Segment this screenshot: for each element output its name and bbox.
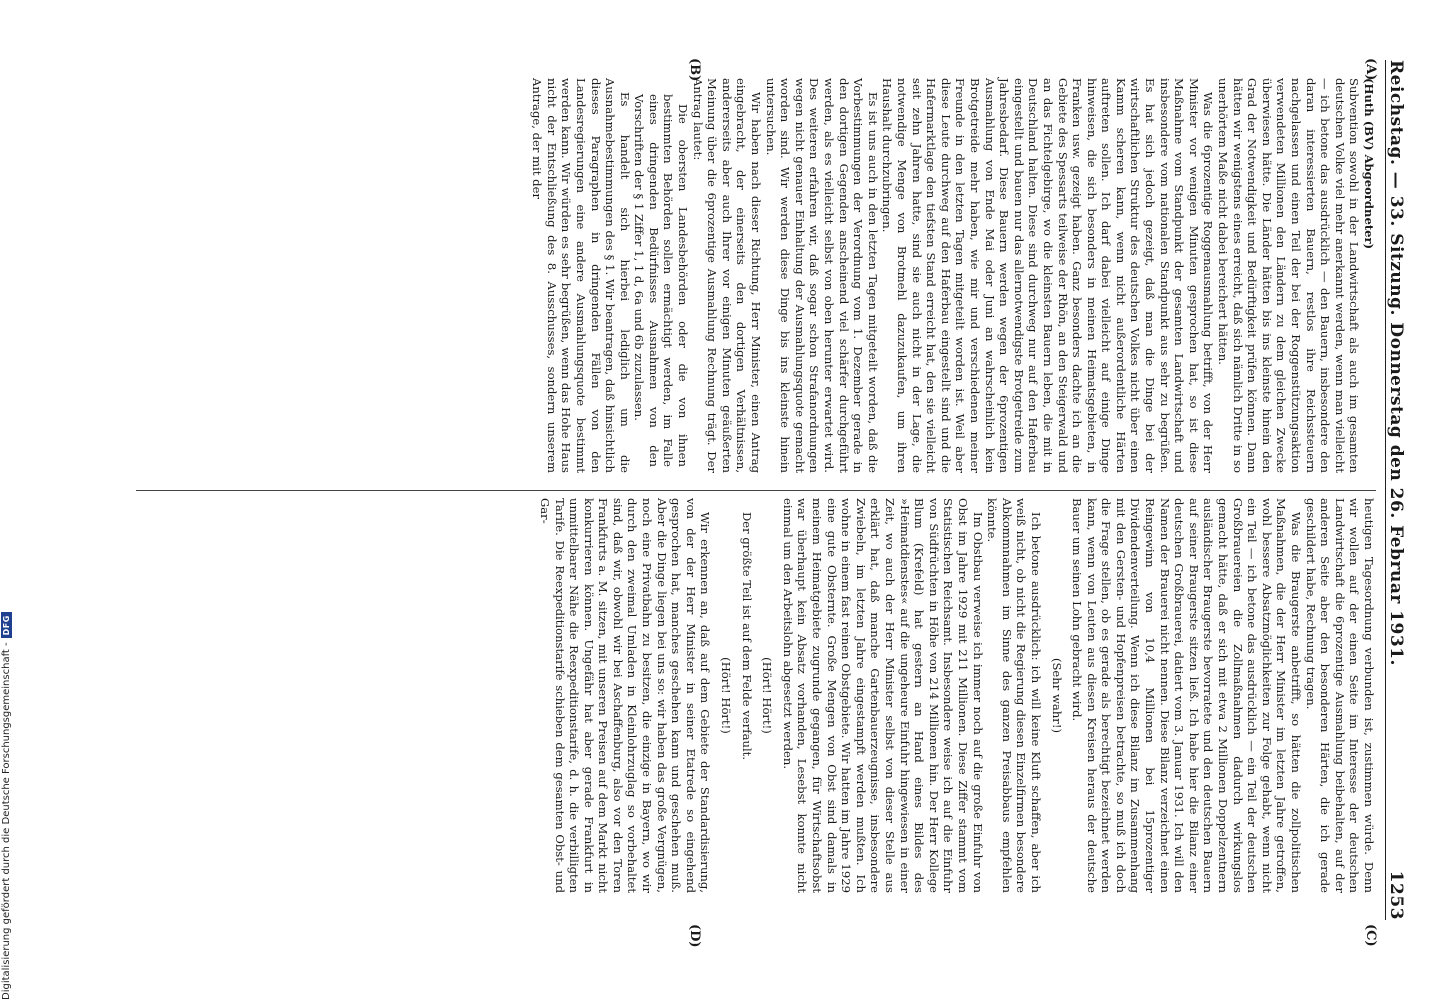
paragraph: Im Obstbau verweise ich immer noch auf die große Einfuhr von Obst im Jahre 1929 mit 211 Millionen. Diese Ziffer stammt vom Statistischen Reichsamt. Insbesondere weise ich auf die Einfuhr von Südfrüchten in Höhe von 214 Millionen hin. Der Herr Kollege Blum (Krefeld) hat gestern an Hand eines Bildes des »Heimatdienstes« auf die ungeheure Einfuhr hingewiesen in einer Zeit, wo auch der Herr Minister selbst von dieser Stelle aus erklärt hat, daß manche Gartenbauerzeugnisse, insbesondere Zwiebeln, im letzten Jahre eingestampft werden mußten. Ich wohne in einem fast reinen Obstgebiete. Wir hatten im Jahre 1929 eine gute Obsternte. Große Mengen von Obst sind damals in meinem Heimatgebiete zugrunde gegangen, für Wirtschaftsobst war überhaupt kein Absatz vorhanden, Lesebst konnte nicht einmal um den Arbeitslohn abgesetzt werden. xyxy=(780,498,985,893)
page-title: Reichstag. — 33. Sitzung. Donnerstag den 26. Februar 1931. xyxy=(1386,60,1406,666)
interjection: (Hört! Hört!) xyxy=(719,657,734,734)
paragraph: Der größte Teil ist auf dem Felde verfault. xyxy=(739,512,754,761)
dfg-logo: DFG xyxy=(1,612,12,638)
paragraph: Subvention sowohl in der Landwirtschaft als auch im gesamten deutschen Volke viel mehr anerkannt werden, wenn man vielleicht — ich betone das ausdrücklich — den Bauern, insbesondere den daran interessierten Bauern, restlos ihre Reichssteuern nachgelassen und einen Teil der bei der Roggenstützungsaktion verwendeten Millionen den Ländern zu dem gleichen Zwecke überwiesen hätte. Die Länder hätten bis ins kleinste hinein den Grad der Notwendigkeit und Bedürftigkeit prüfen können. Dann hätten wir wenigstens eines erreicht, daß sich nämlich Dritte in so unerhörtem Maße nicht dabei bereichert hätten. xyxy=(1216,78,1362,473)
right-column xyxy=(537,498,1376,893)
column-divider xyxy=(136,490,1376,491)
paragraph: Was die 6prozentige Roggenausmahlung betrifft, von der Herr Minister vor wenigen Minuten gesprochen hat, so ist diese Maßnahme vom Standpunkt der gesamten Landwirtschaft und insbesondere vom nationalen Standpunkt aus sehr zu begrüßen. Es hat sich jedoch gezeigt, daß man die Dinge bei der wirtschaftlichen Struktur des deutschen Volkes nicht über einen Kamm scheren kann, wenn nicht außerordentliche Härten auftreten sollen. Ich darf dabei vielleicht auf einige Dinge hinweisen, die sich besonders in meinen Heimatsgebieten, in Franken usw. gezeigt haben. Ganz besonders dachte ich an die Gebiete des Spessarts teilweise der Rhön, an den Steigerwald und an das Fichtelgebirge, wo die kleinsten Bauern leben, die mit in Deutschland halten. Diese sind durchweg nur auf den Haferbau eingestellt und bauen nur das allernotwendigste Brotgetreide zum Jahresbedarf. Diese Bauern werden wegen der 6prozentigen Ausmahlung von Ende Mai oder Juni an wahrscheinlich kein Brotgetreide mehr haben, wie mir und verschiedenen meiner Freunde in den letzten Tagen mitgeteilt worden ist. Weil aber diese Leute durchweg auf den Haferbau eingestellt sind und die Hafermarktlage den tiefsten Stand erreicht hat, den sie vielleicht seit zehn Jahren hatte, sind sie auch nicht in der Lage, die notwendige Menge von Brotmehl dazuzukaufen, um ihren Haushalt durchzubringen. xyxy=(880,78,1216,473)
left-column xyxy=(530,78,1376,473)
footer-credit xyxy=(0,555,13,1000)
paragraph: heutigen Tagesordnung verbunden ist, zustimmen würde. Denn wir wollen auf der einen Seite im Interesse der deutschen Landwirtschaft die 6prozentige Ausmahlung beibehalten, auf der anderen Seite aber den besonderen Härten, die ich gerade geschildert habe, Rechnung tragen. xyxy=(1303,498,1376,893)
page-number: 1253 xyxy=(1386,870,1406,920)
speaker-line: (Huth (BV) Abgeordneter) xyxy=(1362,78,1376,250)
margin-marker-c: (C) xyxy=(1363,924,1378,947)
paragraph: Es handelt sich hierbei lediglich um die Ausnahmebestimmungen des § 1. Wir beantragen, daß hinsichtlich dieses Paragraphen in dringenden Fällen von den Landesregierungen eine andere Ausmahlungsquote bestimmt werden kann. Wir würden es sehr begrüßen, wenn das Hohe Haus nicht der Entschließung des 8. Ausschusses, sondern unserem Antrage, der mit der xyxy=(530,78,632,473)
interjection: (Hört! Hört!) xyxy=(760,657,775,734)
paragraph: Es ist uns auch in den letzten Tagen mitgeteilt worden, daß die Vorbestimmungen der Verordnung vom 1. Dezember gerade in den dortigen Gegenden anscheinend viel schärfer durchgeführt werden, als es vielleicht selbst von oben herunter erwartet wird. Des weiteren erfahren wir, daß sogar schon Strafanordnungen wegen nicht genauer Einhaltung der Ausmahlungsquote gemacht worden sind. Wir werden diese Dinge bis ins kleinste hinein untersuchen. xyxy=(763,78,880,473)
margin-marker-b: (B) xyxy=(687,58,702,82)
page-header xyxy=(1385,60,1416,920)
margin-marker-a: (A) xyxy=(1363,58,1378,81)
paragraph: Wir erkennen an, daß auf dem Gebiete der Standardisierung, von der der Herr Minister in seiner Etatrede so eingehend gesprochen hat, manches geschehen kann und geschehen muß. Aber die Dinge liegen bei uns so: wir haben das große Vergnügen, noch eine Privatbahn zu besitzen, die einzige in Bayern, wo wir durch den zweimal Umladen in Kleinlohrzuglag so vorbehaltet sind, daß wir, obwohl wir bei Aschaffenburg, also vor den Toren Frankfurts a. M. sitzen, mit unseren Preisen auf dem Markt nicht konkurrieren können. Ungefähr hat aber gerade Frankfurt in unmittelbarer Nähe die Reexpeditionstarife, d. h. die verbilligten Tarife. Die Reexpeditionstarife schieben dem gesamten Obst- und Gar- xyxy=(537,498,713,893)
interjection: (Sehr wahr!) xyxy=(1049,657,1064,734)
footer-text: Digitalisierung gefördert durch die Deutsche Forschungsgemeinschaft - xyxy=(0,642,12,1000)
paragraph: Wir haben nach dieser Richtung, Herr Minister, einen Antrag eingebracht, der einerseits den dortigen Verhältnissen, andererseits aber auch Ihrer vor einigen Minuten geäußerten Meinung über die 6prozentige Ausmahlung Rechnung trägt. Der Antrag lautet: xyxy=(690,78,764,473)
margin-marker-d: (D) xyxy=(687,924,702,948)
paragraph: Was die Braugerste anbetrifft, so hätten die zollpolitischen Maßnahmen, die der Herr Minister im letzten Jahre getroffen, wohl bessere Absatzmöglichkeiten zur Folge gehabt, wenn nicht ein Teil — ich betone das ausdrücklich — ein Teil der deutschen Großbrauereien die Zollmaßnahmen dadurch wirkungslos gemacht hätte, daß er sich mit etwa 2 Millionen Doppelzentnern ausländischer Braugerste bevorratete und den deutschen Bauern auf seiner Braugerste sitzen ließ. Ich habe hier die Bilanz einer deutschen Großbrauerei, datiert vom 3. Januar 1931. Ich will den Namen der Brauerei nicht nennen. Diese Bilanz verzeichnet einen Reingewinn von 10,4 Millionen bei 15prozentiger Dividendenverteilung. Wenn ich diese Bilanz im Zusammenhang mit den Gersten- und Hopfenpreisen betrachte, so muß ich doch die Frage stellen, ob es gerade als berechtigt bezeichnet werden kann, wenn von Leuten aus diesen Kreisen heraus der deutsche Bauer um seinen Lohn gebracht wird. xyxy=(1070,498,1304,893)
rotated-page-content xyxy=(54,0,1434,990)
motion-quote: Die obersten Landesbehörden oder die von ihnen bestimmten Behörden sollen ermächtigt werden, im Falle eines dringenden Bedürfnisses Ausnahmen von den Vorschriften der § 1 Ziffer 1, 1 d, 6a und 6b zuzulassen. xyxy=(632,94,691,467)
paragraph: Ich betone ausdrücklich: ich will keine Kluft schaffen, aber ich weiß nicht, ob nicht die Regierung diesen Einzelfirmen besondere Abkommnahmen im Sinne des ganzen Preisabbaus empfehlen könnte. xyxy=(985,498,1043,893)
